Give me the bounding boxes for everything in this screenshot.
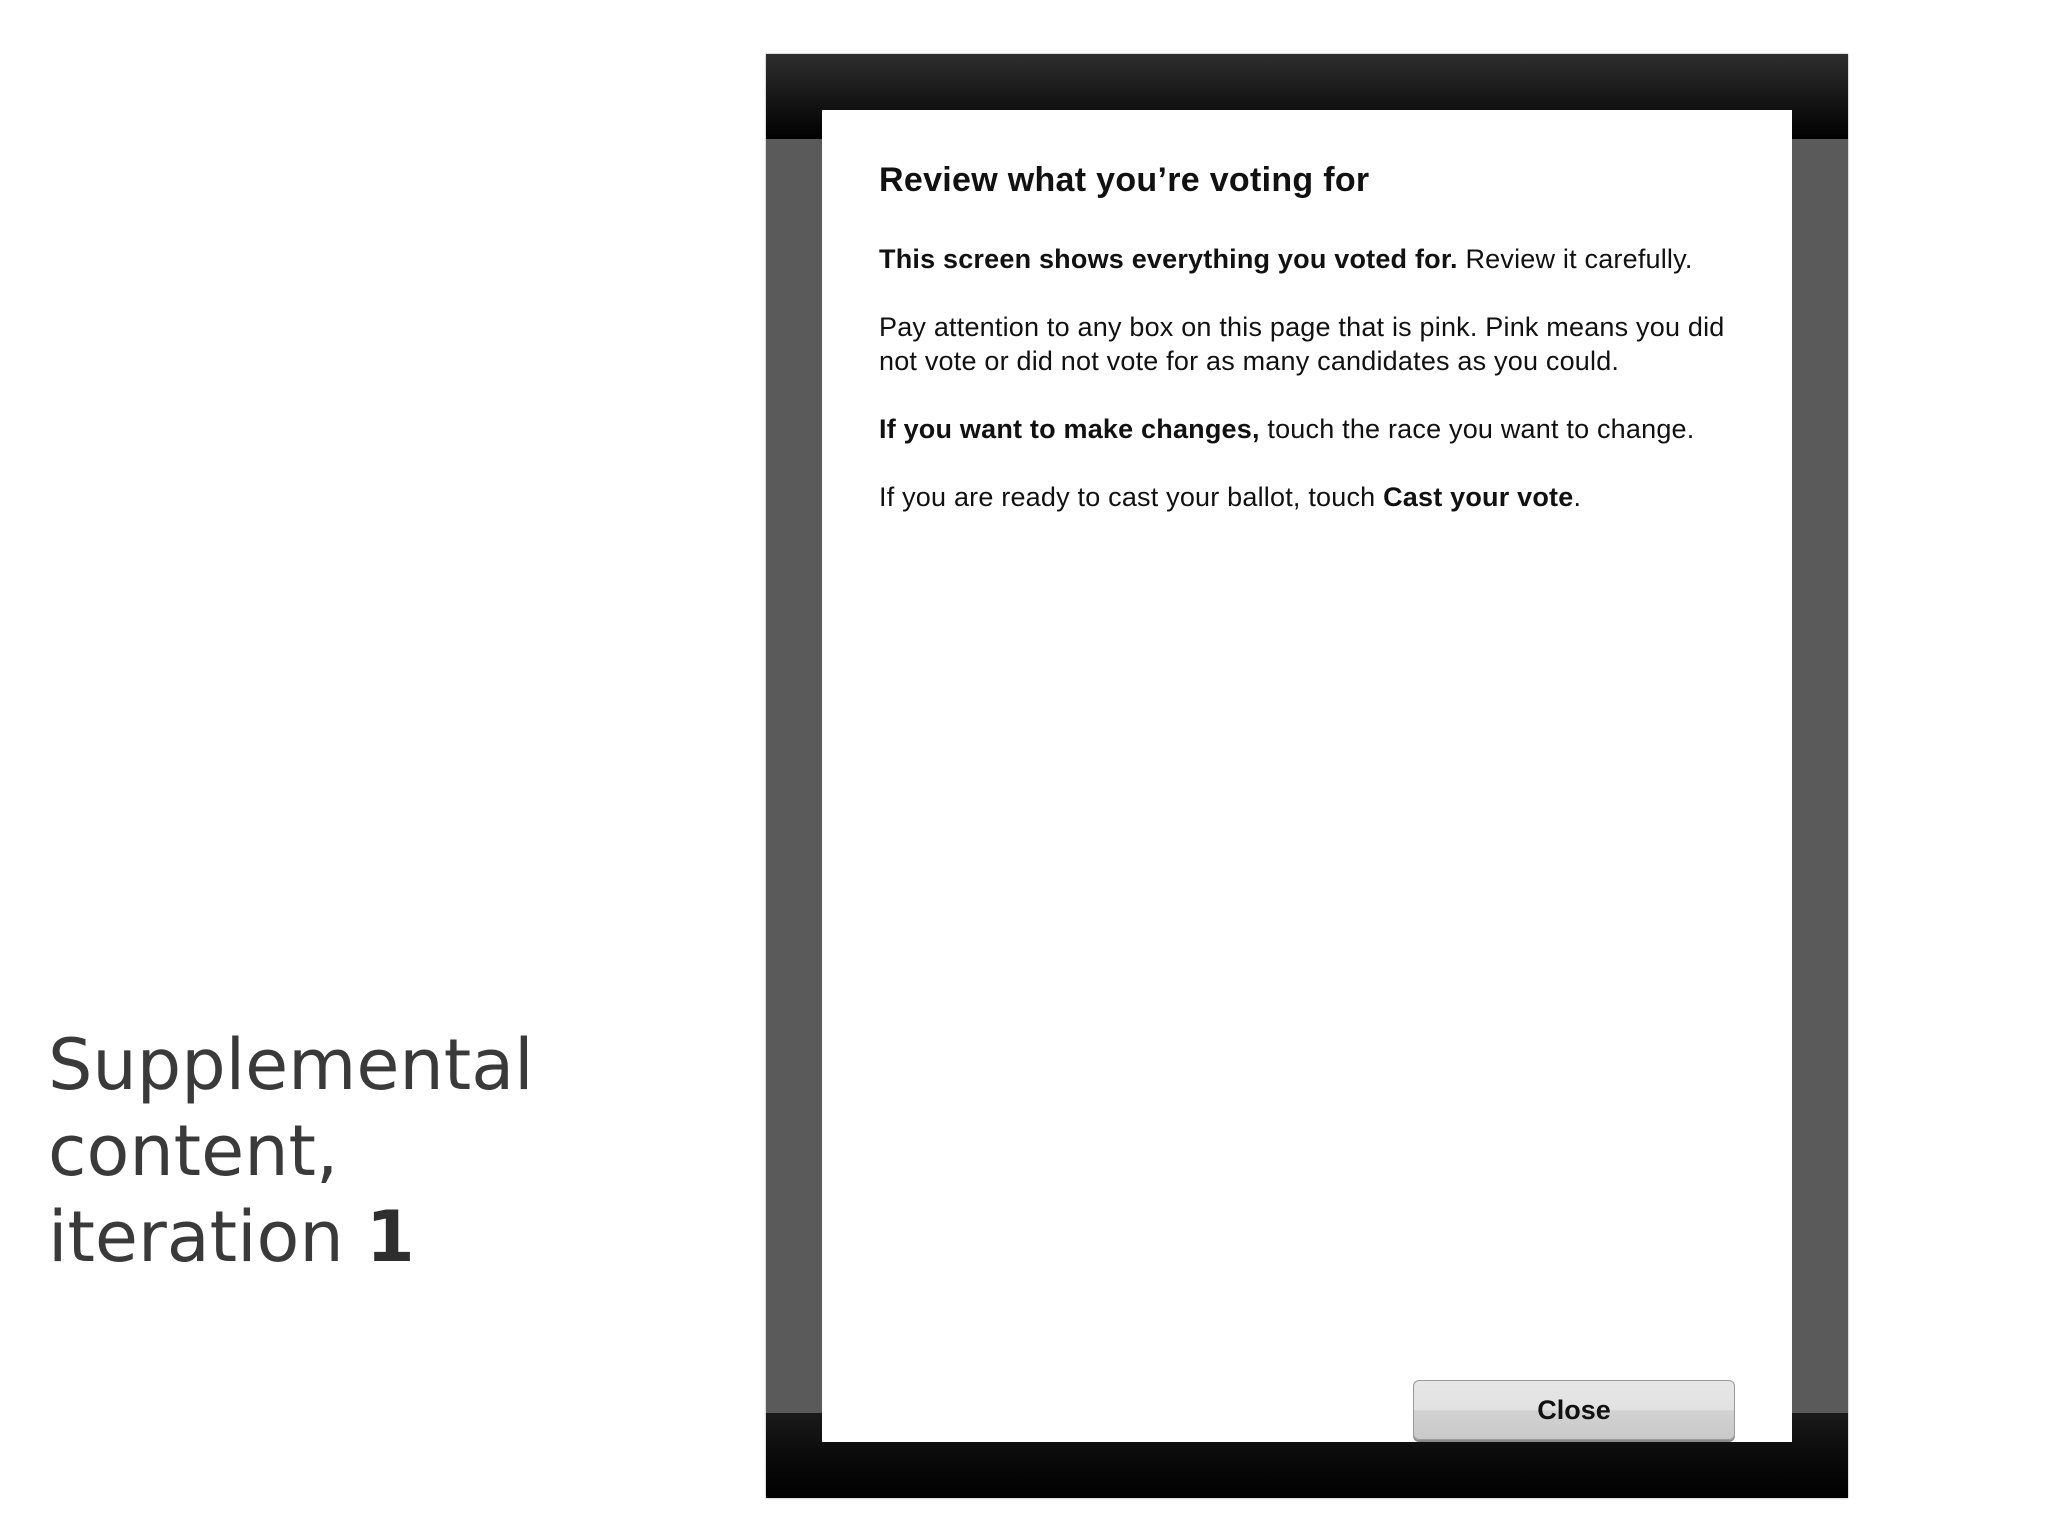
instruction-cast [879,480,1735,514]
caption-line-1: Supplemental [48,1024,534,1106]
instruction-review-bold: This screen shows everything you voted for. [879,244,1458,274]
caption-line-3 [48,1194,688,1280]
instruction-review-text: Review it carefully. [1457,244,1693,274]
caption-line-2: content, [48,1110,339,1192]
caption-iteration-label: iteration [48,1196,366,1278]
instruction-changes-bold: If you want to make changes, [879,414,1260,444]
instruction-cast-period: . [1573,482,1582,512]
instruction-review [879,242,1735,276]
slide-caption [48,1022,688,1280]
device-frame [766,54,1848,1498]
instruction-cast-bold: Cast your vote [1383,482,1574,512]
caption-iteration-number: 1 [365,1196,415,1278]
instruction-changes [879,412,1735,446]
instruction-pink: Pay attention to any box on this page that is pink. Pink means you did not vote or did not vote for as many candidates as you could. [879,312,1725,376]
dialog-title: Review what you’re voting for [879,161,1370,199]
instruction-changes-text: touch the race you want to change. [1259,414,1695,444]
help-dialog-content [879,160,1735,548]
help-dialog [822,110,1792,1442]
instruction-cast-text: If you are ready to cast your ballot, touch [879,482,1384,512]
close-button[interactable]: Close [1413,1380,1735,1440]
